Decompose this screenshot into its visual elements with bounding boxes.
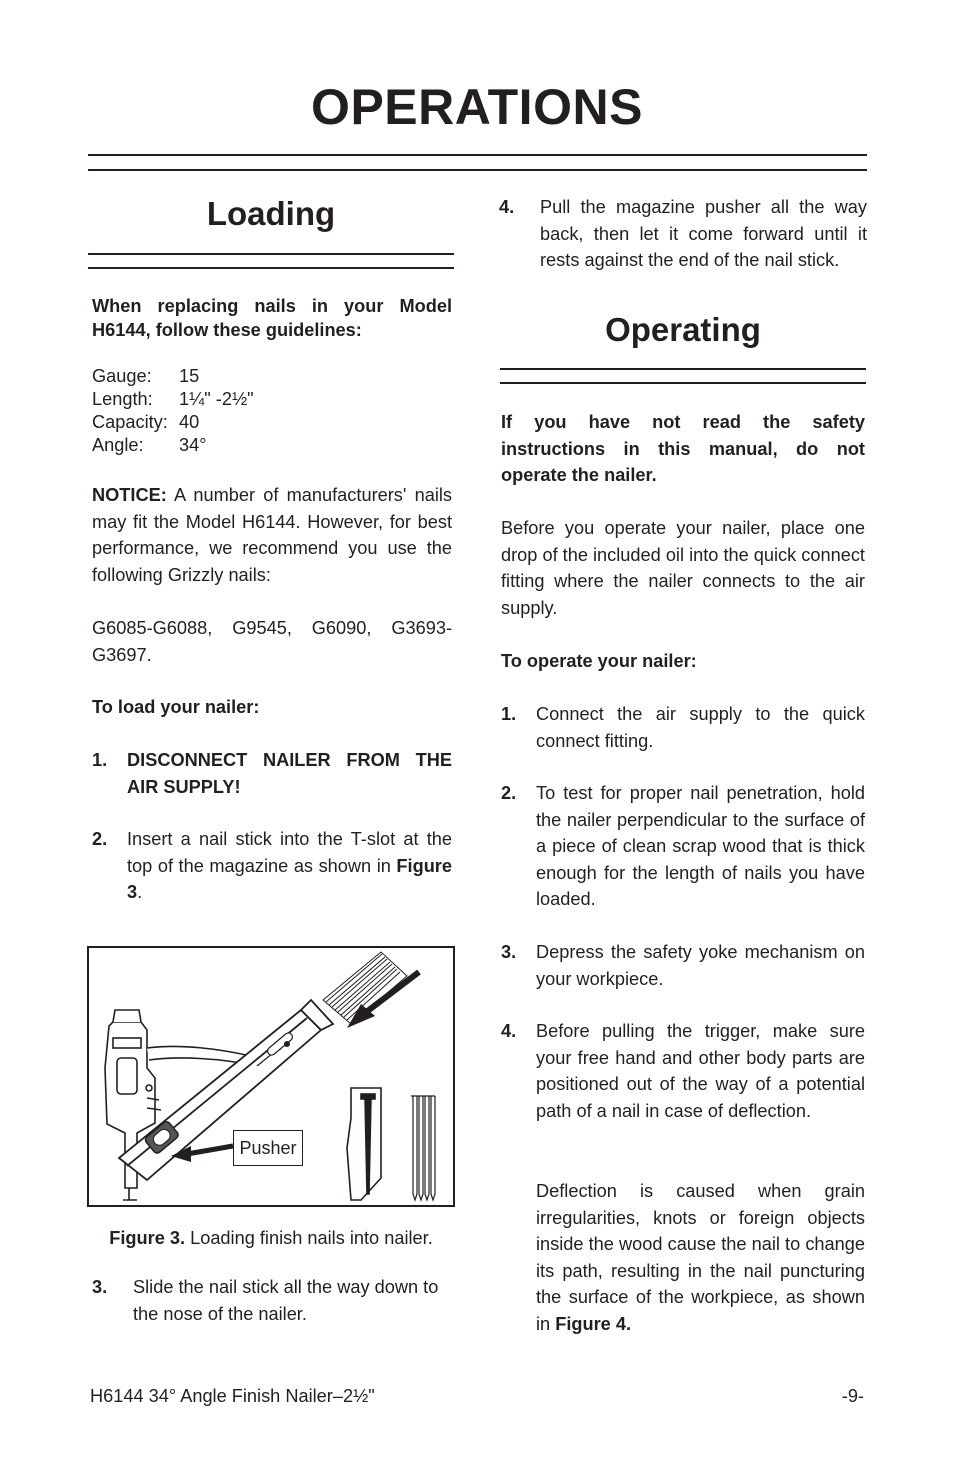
spec-row <box>92 411 392 434</box>
operate-step-3 <box>501 939 865 992</box>
step-text: Before pulling the trigger, make sure your free hand and other body parts are positioned out of the way of a potential path of a nail in case of deflection. <box>536 1021 865 1121</box>
figure-3-caption <box>87 1228 455 1249</box>
step-text <box>127 826 452 906</box>
pusher-callout: Pusher <box>233 1130 303 1166</box>
spec-label: Angle: <box>92 435 144 455</box>
operating-heading: Operating <box>605 311 761 348</box>
step-number: 4. <box>499 197 515 217</box>
safety-warning: If you have not read the safety instructions in this manual, do not operate the nailer. <box>501 412 865 485</box>
spec-value: 40 <box>179 412 200 432</box>
spec-row <box>92 388 392 411</box>
footer-model: H6144 34° Angle Finish Nailer–2½" <box>90 1386 375 1406</box>
deflection-text: Deflection is caused when grain irregularities, knots or foreign objects inside the wood cause the nail to change its path, resulting in the nail puncturing the surface of the workpiece, as shown in <box>536 1181 865 1334</box>
page-number: -9- <box>841 1386 864 1406</box>
operating-divider <box>500 368 866 384</box>
spec-row <box>92 365 392 388</box>
step-text: Connect the air supply to the quick connect fitting. <box>536 704 865 751</box>
figure-caption-text: Loading finish nails into nailer. <box>185 1228 433 1249</box>
step-number: 3. <box>501 942 517 962</box>
load-step-2 <box>92 826 452 906</box>
loading-heading: Loading <box>206 195 336 232</box>
operate-steps-heading: To operate your nailer: <box>501 651 697 671</box>
step-number: 3. <box>92 1277 108 1297</box>
loading-intro: When replacing nails in your Model H6144, follow these guidelines: <box>92 296 452 340</box>
deflection-paragraph <box>536 1178 865 1337</box>
operate-step-1 <box>501 701 865 754</box>
step-text: Depress the safety yoke mechanism on your workpiece. <box>536 942 865 989</box>
figure-label: Figure 3. <box>109 1228 186 1249</box>
notice-paragraph <box>92 482 452 588</box>
figure-3 <box>87 946 455 1207</box>
figure-reference: Figure 3 <box>127 855 452 902</box>
step-number: 2. <box>92 829 108 849</box>
load-step-1 <box>92 747 452 800</box>
notice-label: NOTICE: <box>92 485 167 505</box>
notice-text: A number of manufacturers' nails may fit the Model H6144. However, for best performance, we recommend you use the following Grizzly nails: <box>92 485 452 585</box>
step-text: Pull the magazine pusher all the way back, then let it come forward until it rests against the end of the nail stick. <box>540 197 867 270</box>
title-divider <box>88 154 867 171</box>
figure-reference: Figure 4. <box>555 1313 632 1334</box>
loading-divider <box>88 253 454 269</box>
nail-specs <box>92 365 392 457</box>
spec-value: 15 <box>179 366 200 386</box>
operate-step-2 <box>501 780 865 913</box>
spec-value: 1¼" -2½" <box>179 389 254 409</box>
step-text: DISCONNECT NAILER FROM THE AIR SUPPLY! <box>127 750 452 797</box>
step-text: To test for proper nail penetration, hold the nailer perpendicular to the surface of a piece of clean scrap wood that is thick enough for the length of nails you have loaded. <box>536 783 865 909</box>
load-step-3 <box>92 1274 452 1327</box>
page-title: OPERATIONS <box>311 79 643 135</box>
step-text: Slide the nail stick all the way down to the nose of the nailer. <box>133 1277 439 1324</box>
nailer-illustration <box>89 948 453 1205</box>
step-number: 1. <box>92 750 108 770</box>
step-text-end: . <box>137 882 143 902</box>
step-text-body: Insert a nail stick into the T-slot at the top of the magazine as shown in <box>127 829 452 876</box>
operate-step-4 <box>501 1018 865 1124</box>
step-number: 2. <box>501 783 517 803</box>
nail-models: G6085-G6088, G9545, G6090, G3693-G3697. <box>92 618 452 665</box>
spec-row <box>92 434 392 457</box>
load-step-4 <box>499 194 867 274</box>
step-number: 4. <box>501 1021 517 1041</box>
load-steps-heading: To load your nailer: <box>92 697 260 717</box>
step-number: 1. <box>501 704 517 724</box>
spec-label: Length: <box>92 389 153 409</box>
spec-label: Gauge: <box>92 366 152 386</box>
spec-label: Capacity: <box>92 412 168 432</box>
oil-instructions: Before you operate your nailer, place one drop of the included oil into the quick connect fitting where the nailer connects to the air supply. <box>501 518 865 618</box>
spec-value: 34° <box>179 435 207 455</box>
